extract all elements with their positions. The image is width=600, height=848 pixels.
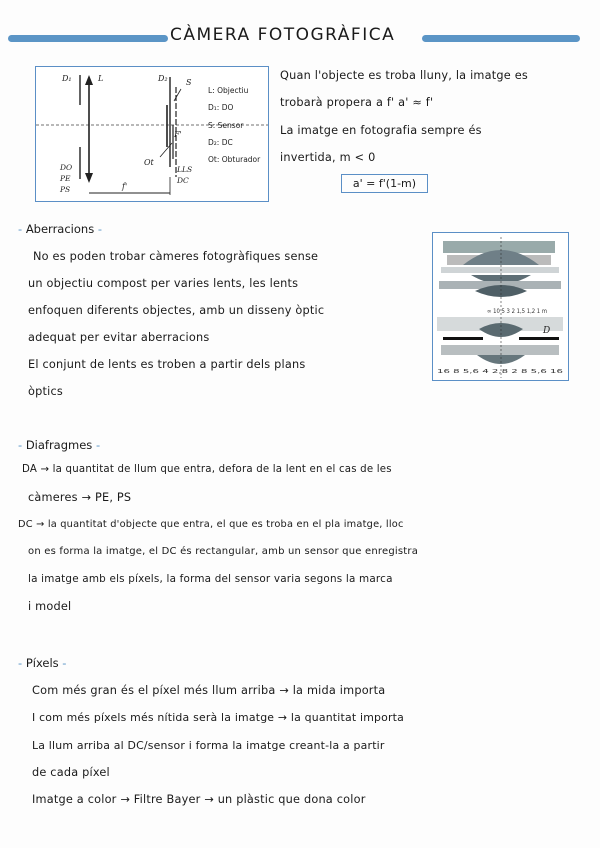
heading-dash: - — [18, 438, 26, 452]
pixels-line-1: I com més píxels més nítida serà la imatge → la quantitat importa — [32, 711, 405, 724]
pixels-line-4: Imatge a color → Filtre Bayer → un plàstic que dona color — [32, 793, 366, 806]
diaphragms-heading-text: Diafragmes — [25, 438, 93, 452]
diaphragms-line-3: on es forma la imatge, el DC és rectangular, amb un sensor que enregistra — [28, 546, 419, 557]
diaphragms-line-1: càmeres → PE, PS — [28, 491, 132, 504]
diaphragms-line-4: la imatge amb els píxels, la forma del sensor varia segons la marca — [28, 573, 393, 585]
lens-bar-left — [443, 337, 483, 340]
lens-arrow-bottom — [85, 173, 93, 183]
label-f: F' — [174, 130, 182, 139]
pixels-heading-text: Píxels — [25, 656, 59, 670]
lens-ring-2 — [441, 267, 559, 273]
heading-dash: - — [18, 656, 26, 670]
lens-cross-section-image — [432, 232, 569, 381]
heading-dash: - — [18, 222, 26, 236]
lens-svg — [433, 233, 568, 380]
legend-1: D₁: DO — [208, 103, 234, 112]
page-title: CÀMERA FOTOGRÀFICA — [170, 25, 396, 45]
legend-4: Ot: Obturador — [208, 155, 261, 164]
heading-dash: - — [94, 222, 103, 236]
intro-line-2: trobarà propera a f' a' ≈ f' — [280, 96, 434, 109]
label-d1: D₁ — [62, 74, 72, 83]
label-lls: LLS — [177, 165, 193, 174]
diaphragms-heading — [18, 438, 100, 452]
lens-arrow-top — [85, 75, 93, 85]
lens-label-d: D — [543, 326, 551, 336]
heading-dash: - — [92, 438, 101, 452]
diaphragms-line-2: DC → la quantitat d'objecte que entra, el que es troba en el pla imatge, lloc — [18, 519, 404, 530]
label-l: L — [98, 74, 104, 83]
lens-scale2: 16 8 5,6 4 2,8 2 8 5,6 16 — [437, 369, 563, 375]
aberrations-line-3: adequat per evitar aberracions — [28, 331, 210, 344]
pixels-line-0: Com més gran és el píxel més llum arriba → la mida importa — [32, 684, 386, 697]
aberrations-line-5: òptics — [28, 385, 63, 398]
title-bar-right — [422, 35, 580, 42]
title-bar-left — [8, 35, 168, 42]
aberrations-heading-text: Aberracions — [25, 222, 95, 236]
label-s: S — [186, 78, 192, 87]
lens-scale-label: ∞ 10 5 3 2 1,5 1,2 1 m — [487, 308, 548, 315]
label-ot: Ot — [144, 158, 154, 167]
label-pe: PE — [60, 174, 71, 183]
label-do: DO — [60, 163, 73, 172]
legend-2: S: Sensor — [208, 121, 244, 130]
pixels-line-3: de cada píxel — [32, 766, 110, 779]
aberrations-line-4: El conjunt de lents es troben a partir dels plans — [28, 358, 306, 371]
legend-0: L: Objectiu — [208, 86, 249, 95]
heading-dash: - — [58, 656, 67, 670]
intro-line-1: Quan l'objecte es troba lluny, la imatge es — [280, 69, 528, 82]
diaphragms-line-5: i model — [28, 600, 72, 613]
diaphragms-line-0: DA → la quantitat de llum que entra, defora de la lent en el cas de les — [22, 464, 392, 475]
camera-diagram — [35, 66, 269, 202]
label-f-dim: f' — [122, 182, 128, 191]
intro-line-4: invertida, m < 0 — [280, 151, 376, 164]
aberrations-line-2: enfoquen diferents objectes, amb un disseny òptic — [28, 304, 325, 317]
pixels-line-2: La llum arriba al DC/sensor i forma la imatge creant-la a partir — [32, 739, 385, 752]
label-dc: DC — [177, 176, 189, 185]
aberrations-line-0: No es poden trobar càmeres fotogràfiques sense — [33, 250, 319, 263]
legend-3: D₂: DC — [208, 138, 233, 147]
aberrations-line-1: un objectiu compost per varies lents, les lents — [28, 277, 299, 290]
lens-bar-right — [519, 337, 559, 340]
s-pointer — [174, 89, 181, 101]
intro-line-3: La imatge en fotografia sempre és — [280, 124, 482, 137]
formula-box: a' = f'(1-m) — [341, 174, 428, 193]
camera-diagram-svg — [36, 67, 268, 201]
label-d2: D₂ — [158, 74, 168, 83]
aberrations-heading — [18, 222, 102, 236]
pixels-heading — [18, 656, 66, 670]
lens-ring-5 — [441, 345, 559, 355]
label-ps: PS — [60, 185, 71, 194]
